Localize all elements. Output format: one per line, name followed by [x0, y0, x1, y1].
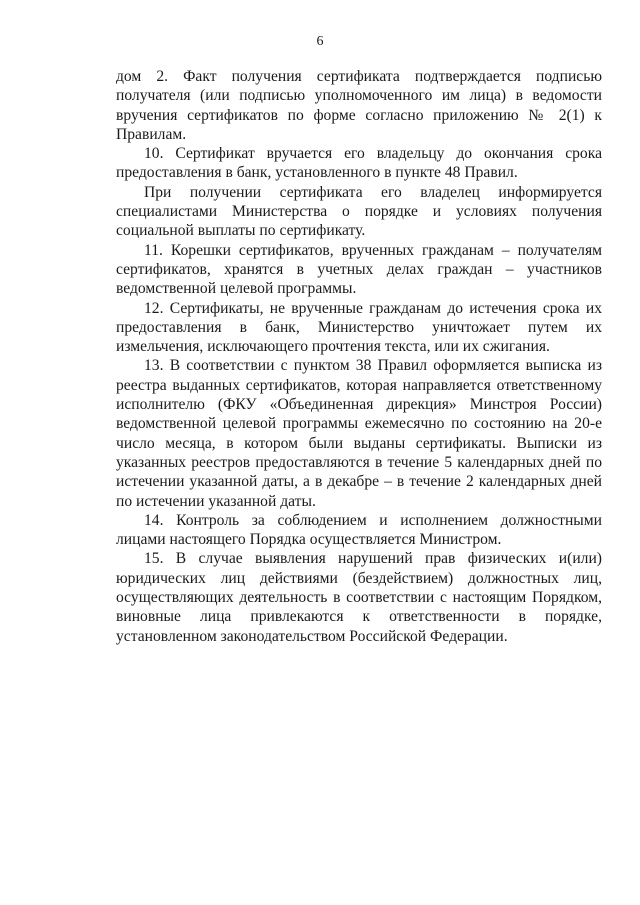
paragraph-item-14: 14. Контроль за соблюдением и исполнением должностными лицами настоящего Порядка осуществляется Министром.: [116, 511, 602, 549]
paragraph-item-10: 10. Сертификат вручается его владельцу до окончания срока предоставления в банк, установленного в пункте 48 Правил.: [116, 145, 602, 182]
paragraph-item-10-info: При получении сертификата его владелец информируется специалистами Министерства о порядке и условиях получения социальной выплаты по сертификату.: [116, 183, 602, 240]
paragraph-item-15: 15. В случае выявления нарушений прав физических и(или) юридических лиц действиями (бездействием) должностных лиц, осуществляющих деятельность в соответствии с настоящим Порядком, виновные лица привлекаются к ответственности в порядке, установленном законодательством Российской Федерации.: [116, 550, 602, 645]
page-number: 6: [316, 34, 324, 49]
paragraph-item-11: 11. Корешки сертификатов, врученных гражданам – получателям сертификатов, хранятся в учетных делах граждан – участников ведомственной целевой программы.: [116, 241, 602, 298]
document-body: [116, 67, 602, 646]
paragraph-item-12: 12. Сертификаты, не врученные гражданам до истечения срока их предоставления в банк, Министерство уничтожает путем их измельчения, исключающего прочтения текста, или их сжигания.: [116, 299, 602, 356]
paragraph-item-13: 13. В соответствии с пунктом 38 Правил оформляется выписка из реестра выданных сертификатов, которая направляется ответственному исполнителю (ФКУ «Объединенная дирекция» Минстроя России) ведомственной целевой программы ежемесячно по состоянию на 20-е число месяца, в котором были выданы сертификаты. Выписки из указанных реестров предоставляются в течение 5 календарных дней по истечении указанной даты, а в декабре – в течение 2 календарных дней по истечении указанной даты.: [116, 357, 602, 510]
paragraph-continuation: дом 2. Факт получения сертификата подтверждается подписью получателя (или подписью уполномоченного им лица) в ведомости вручения сертификатов по форме согласно приложению № 2(1) к Правилам.: [116, 68, 602, 143]
